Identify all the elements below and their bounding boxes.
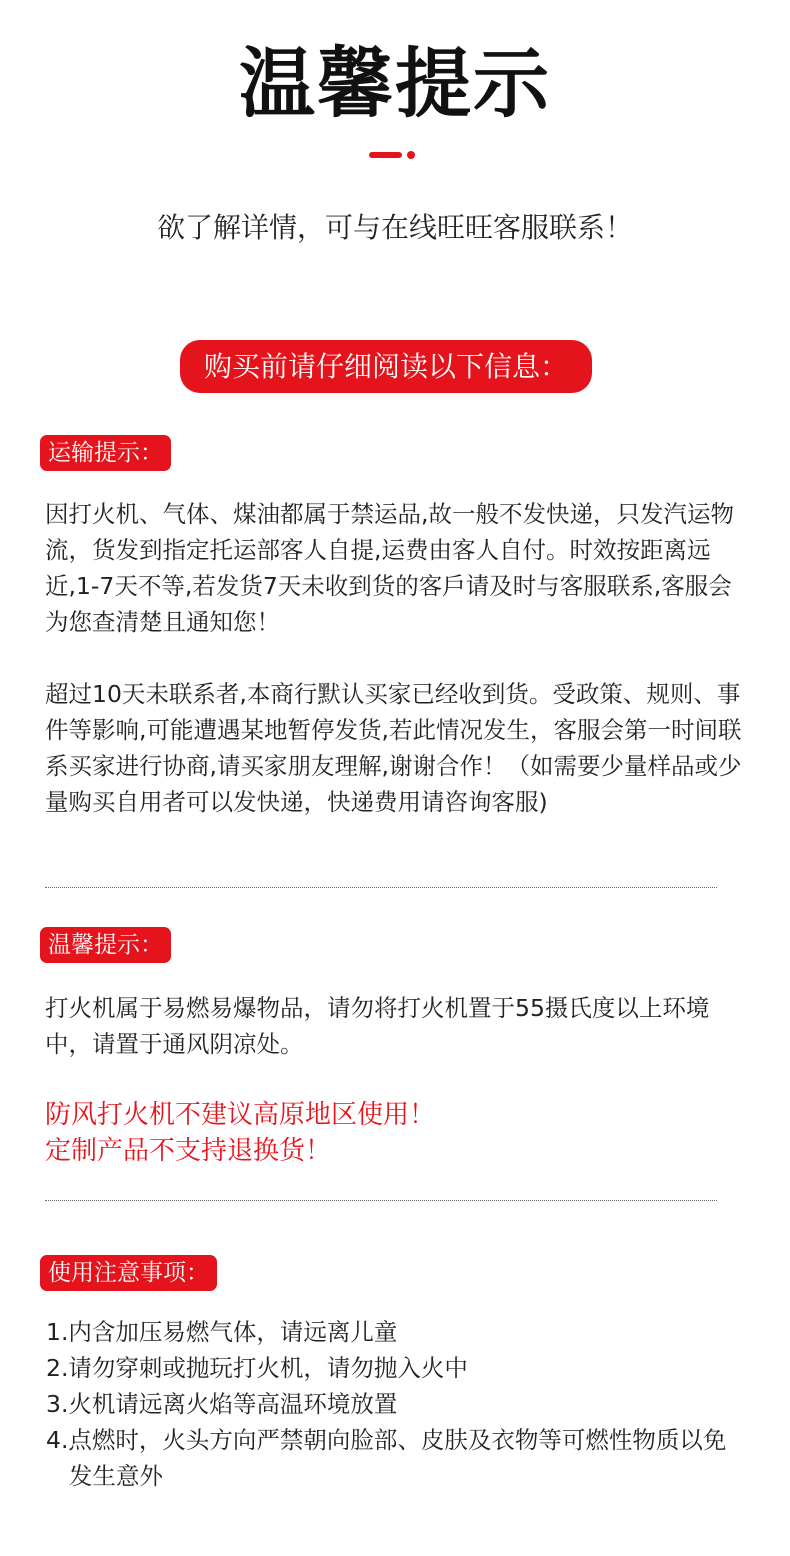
contact-subtitle: 欲了解详情，可与在线旺旺客服联系！ (156, 211, 633, 244)
page-title: 温馨提示 (239, 39, 551, 128)
warm-tip-tag: 温馨提示： (40, 927, 171, 963)
decoration-dot (407, 151, 415, 159)
list-item: 4.点燃时，火头方向严禁朝向脸部、皮肤及衣物等可燃性物质以免发生意外 (46, 1426, 727, 1490)
list-item: 1.内含加压易燃气体，请远离儿童 (46, 1318, 398, 1346)
warm-tip-section (45, 990, 745, 1062)
list-item: 2.请勿穿刺或抛玩打火机，请勿抛入火中 (46, 1354, 468, 1382)
warm-tip-warnings (45, 1097, 745, 1169)
shipping-paragraph-1: 因打火机、气体、煤油都属于禁运品,故一般不发快递，只发汽运物流，货发到指定托运部客人自提,运费由客人自付。时效按距离远近,1-7天不等,若发货7天未收到货的客戶请及时与客服联系,客服会为您查清楚且通知您！ (45, 500, 734, 636)
usage-tag: 使用注意事项： (40, 1255, 217, 1291)
shipping-tag: 运输提示： (40, 435, 171, 471)
decoration-dash (369, 152, 402, 158)
title-decoration (369, 150, 419, 160)
section-divider (45, 1200, 717, 1201)
warm-tip-paragraph: 打火机属于易燃易爆物品，请勿将打火机置于55摄氏度以上环境中，请置于通风阴凉处。 (45, 994, 710, 1058)
usage-list (46, 1314, 746, 1494)
high-altitude-warning: 防风打火机不建议高原地区使用！ (45, 1100, 436, 1130)
shipping-paragraph-2: 超过10天未联系者,本商行默认买家已经收到货。受政策、规则、事件等影响,可能遭遇某地暂停发货,若此情况发生，客服会第一时间联系买家进行协商,请买家朋友理解,谢谢合作！（如需要少量样品或少量购买自用者可以发快递，快递费用请咨询客服) (45, 680, 742, 816)
section-divider (45, 887, 717, 888)
list-item: 3.火机请远离火焰等高温环境放置 (46, 1390, 398, 1418)
read-before-purchase-banner: 购买前请仔细阅读以下信息： (180, 340, 592, 393)
shipping-section (45, 496, 745, 820)
no-return-warning: 定制产品不支持退换货！ (45, 1136, 332, 1166)
